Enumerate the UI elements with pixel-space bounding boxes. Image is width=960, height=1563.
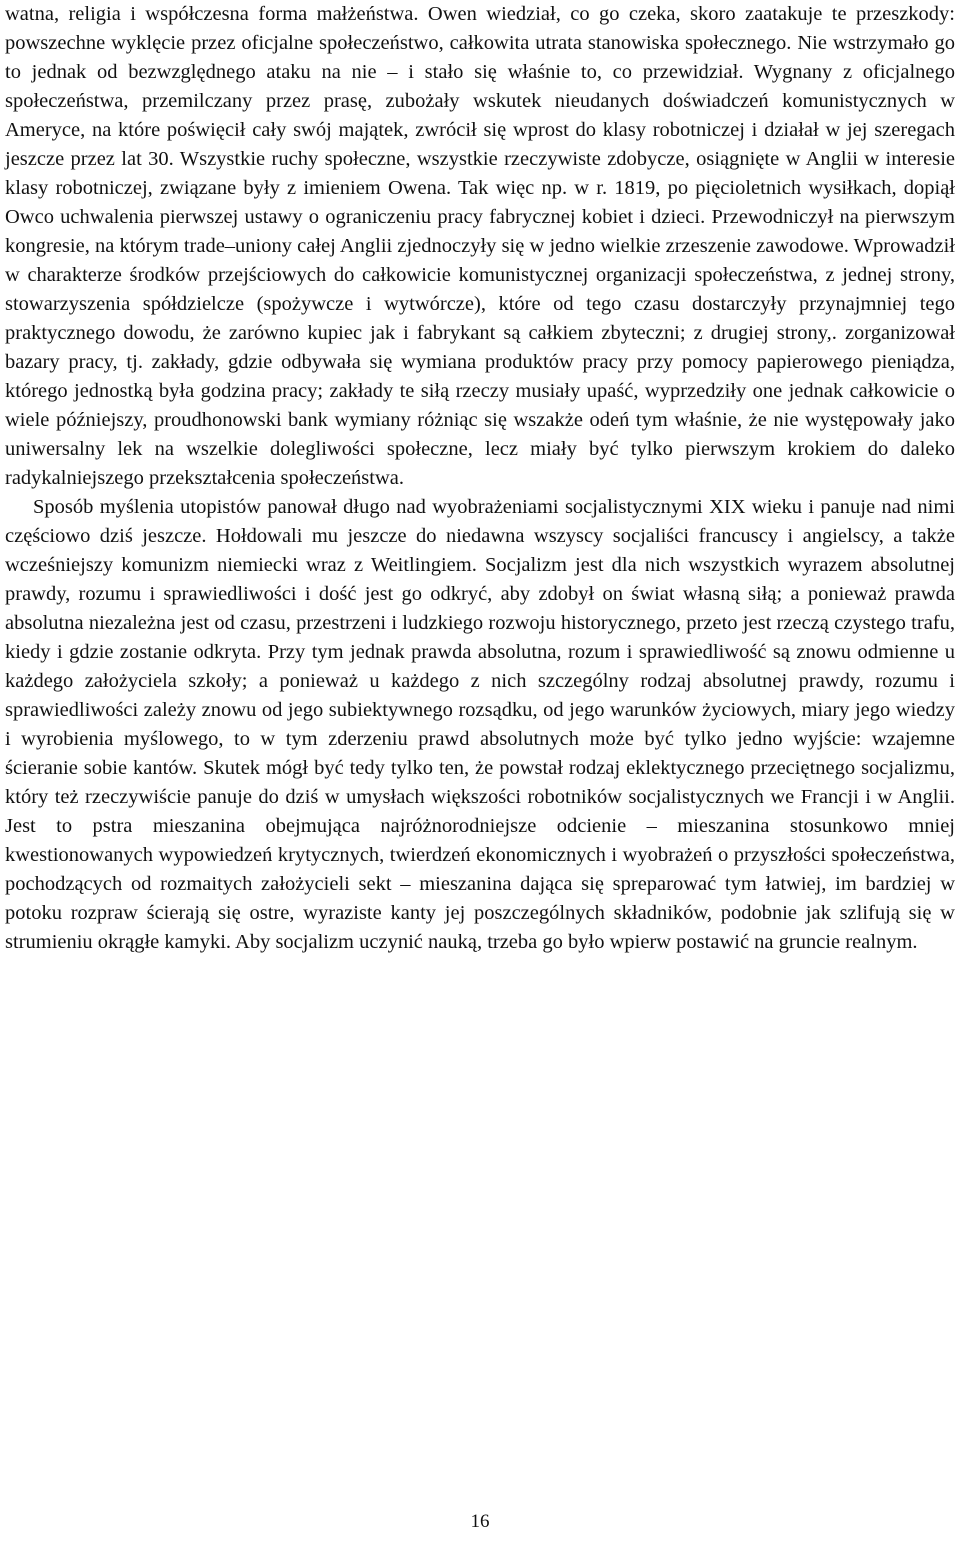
paragraph-utopists: Sposób myślenia utopistów panował długo nad wyobrażeniami socjalistycznymi XIX wieku i panuje nad nimi częściowo dziś jeszcze. Hołdowali mu jeszcze do niedawna wszyscy socjaliści francuscy i angielscy, a także wcześniejszy komunizm niemiecki wraz z Weitlingiem. Socjalizm jest dla nich wszystkich wyrazem absolutnej prawdy, rozumu i sprawiedliwości i dość jest go odkryć, aby zdobył on świat własną siłą; a ponieważ prawda absolutna niezależna jest od czasu, przestrzeni i ludzkiego rozwoju historycznego, przeto jest rzeczą czystego trafu, kiedy i gdzie zostanie odkryta. Przy tym jednak prawda absolutna, rozum i sprawiedliwość są znowu odmienne u każdego założyciela szkoły; a ponieważ u każdego z nich szczególny rodzaj absolutnej prawdy, rozumu i sprawiedliwości zależy znowu od jego subiektywnego rozsądku, od jego warunków życiowych, miary jego wiedzy i wyrobienia myślowego, to w tym zderzeniu prawd absolutnych może być tylko jedno wyjście: wzajemne ścieranie sobie kantów. Skutek mógł być tedy tylko ten, że powstał rodzaj eklektycznego przeciętnego socjalizmu, który też rzeczywiście panuje do dziś w umysłach większości robotników socjalistycznych we Francji i w Anglii. Jest to pstra mieszanina obejmująca najróżnorodniejsze odcienie – mieszanina stosunkowo mniej kwestionowanych wypowiedzeń krytycznych, twierdzeń ekonomicznych i wyobrażeń o przyszłości społeczeństwa, pochodzących od rozmaitych założycieli sekt – mieszanina dająca się spreparować tym łatwiej, im bardziej w potoku rozpraw ścierają się ostre, wyraziste kanty jej poszczególnych składników, podobnie jak szlifują się w strumieniu okrągłe kamyki. Aby socjalizm uczynić nauką, trzeba go było wpierw postawić na gruncie realnym. — [5, 496, 955, 953]
page-number: 16 — [470, 1511, 490, 1532]
paragraph-continued: watna, religia i współczesna forma małżeństwa. Owen wiedział, co go czeka, skoro zaatakuje te przeszkody: powszechne wyklęcie przez oficjalne społeczeństwo, całkowita utrata stanowiska społecznego. Nie wstrzymało go to jednak od bezwzględnego ataku na nie – i stało się właśnie to, co przewidział. Wygnany z oficjalnego społeczeństwa, przemilczany przez prasę, zubożały wskutek nieudanych doświadczeń komunistycznych w Ameryce, na które poświęcił cały swój majątek, zwrócił się wprost do klasy robotniczej i działał w jej szeregach jeszcze przez lat 30. Wszystkie ruchy społeczne, wszystkie rzeczywiste zdobycze, osiągnięte w Anglii w interesie klasy robotniczej, związane były z imieniem Owena. Tak więc np. w r. 1819, po pięcioletnich wysiłkach, dopiął Owco uchwalenia pierwszej ustawy o ograniczeniu pracy fabrycznej kobiet i dzieci. Przewodniczył na pierwszym kongresie, na którym trade–uniony całej Anglii zjednoczyły się w jedno wielkie zrzeszenie zawodowe. Wprowadził w charakterze środków przejściowych do całkowicie komunistycznej organizacji społeczeństwa, z jednej strony, stowarzyszenia spółdzielcze (spożywcze i wytwórcze), które od tego czasu dostarczyły przynajmniej tego praktycznego dowodu, że zarówno kupiec jak i fabrykant są całkiem zbyteczni; z drugiej strony,. zorganizował bazary pracy, tj. zakłady, gdzie odbywała się wymiana produktów pracy przy pomocy papierowego pieniądza, którego jednostką była godzina pracy; zakłady te siłą rzeczy musiały upaść, wyprzedziły one jednak całkowicie o wiele późniejszy, proudhonowski bank wymiany różniąc się wszakże odeń tym właśnie, że nie występowały jako uniwersalny lek na wszelkie dolegliwości społeczne, lecz miały być tylko pierwszym krokiem do daleko radykalniejszego przekształcenia społeczeństwa. — [5, 3, 955, 489]
document-body — [5, 0, 955, 957]
